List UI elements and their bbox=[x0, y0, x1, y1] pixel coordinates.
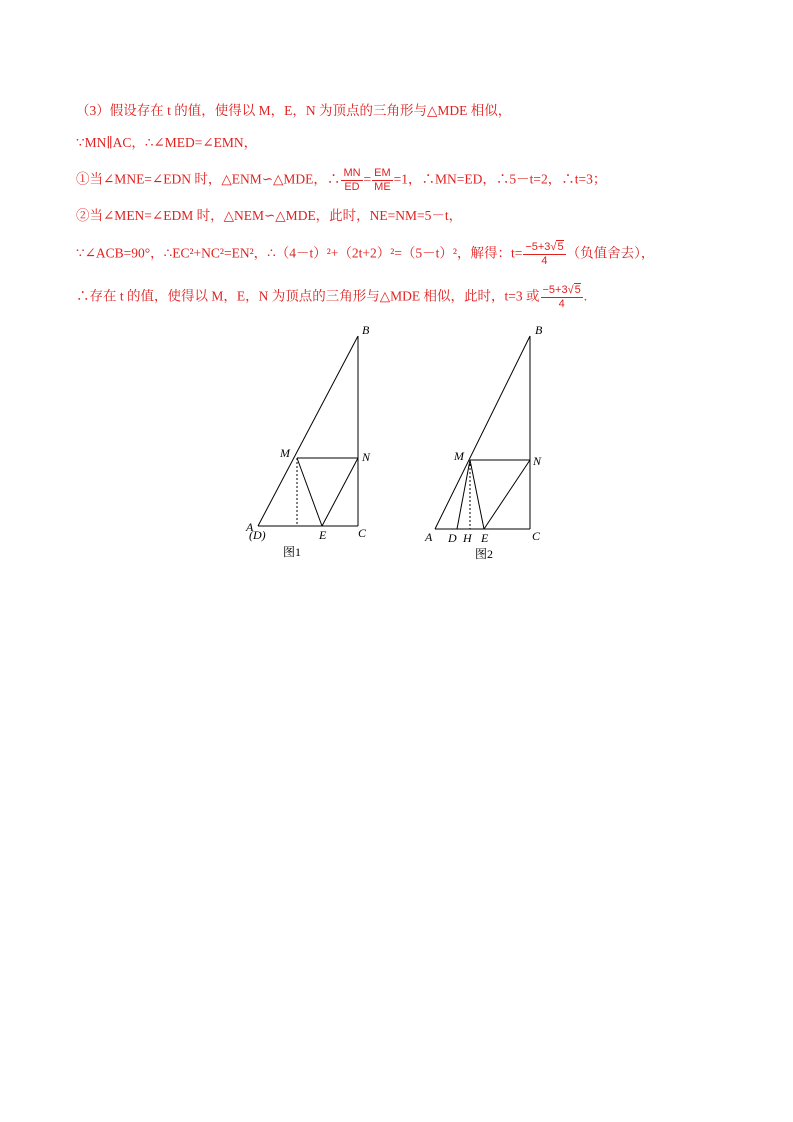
segment-me bbox=[470, 460, 484, 529]
figure-1-caption: 图1 bbox=[283, 545, 302, 559]
label-e: E bbox=[481, 531, 489, 545]
label-c: C bbox=[532, 529, 541, 543]
label-n: N bbox=[362, 450, 371, 464]
solution-line-2: ∵MN∥AC，∴∠MED=∠EMN， bbox=[76, 135, 258, 150]
fraction-numerator: −5+3√5 bbox=[542, 284, 581, 296]
fraction-numerator: −5+3√5 bbox=[525, 241, 564, 253]
label-e: E bbox=[319, 528, 327, 542]
fraction-t-value bbox=[523, 241, 565, 268]
numerator-text: −5+3 bbox=[542, 284, 568, 296]
line-3-text-a: ①当∠MNE=∠EDN 时，△ENM∽△MDE，∴ bbox=[76, 171, 341, 187]
radicand: 5 bbox=[557, 241, 564, 253]
fraction-denominator: 4 bbox=[558, 298, 565, 310]
label-d: (D) bbox=[249, 528, 266, 542]
figure-2-caption: 图2 bbox=[475, 547, 494, 561]
fraction-t-value bbox=[541, 284, 583, 311]
fraction-denominator: ED bbox=[344, 181, 360, 193]
segment-en bbox=[484, 460, 530, 529]
segment-en bbox=[322, 458, 358, 526]
solution-line-1: （3）假设存在 t 的值，使得以 M，E，N 为顶点的三角形与△MDE 相似， bbox=[76, 103, 512, 118]
line-5-text-b: （负值舍去）， bbox=[566, 245, 655, 261]
label-d: D bbox=[448, 531, 457, 545]
label-m: M bbox=[454, 449, 464, 463]
segment-ab bbox=[258, 336, 358, 526]
figure-1 bbox=[240, 320, 400, 570]
label-h: H bbox=[463, 531, 472, 545]
label-a: A bbox=[425, 530, 433, 544]
solution-line-3 bbox=[76, 167, 606, 194]
label-c: C bbox=[358, 526, 367, 540]
segment-ab bbox=[435, 336, 530, 529]
fraction-numerator: EM bbox=[374, 167, 391, 179]
fraction-denominator: 4 bbox=[541, 255, 548, 267]
label-m: M bbox=[280, 446, 290, 460]
label-b: B bbox=[535, 323, 543, 337]
numerator-text: −5+3 bbox=[525, 241, 551, 253]
fraction-mn-over-ed bbox=[341, 167, 362, 194]
solution-line-4: ②当∠MEN=∠EDM 时，△NEM∽△MDE，此时，NE=NM=5－t， bbox=[76, 208, 463, 223]
label-b: B bbox=[362, 323, 370, 337]
segment-me bbox=[297, 458, 322, 526]
line-3-equals: = bbox=[363, 171, 372, 187]
label-n: N bbox=[533, 454, 542, 468]
line-5-text-a: ∵∠ACB=90°，∴EC²+NC²=EN²，∴（4－t）²+（2t+2）²=（5－t）²，解得：t= bbox=[76, 245, 523, 261]
fraction-em-over-me bbox=[372, 167, 393, 194]
solution-line-6 bbox=[76, 284, 587, 311]
solution-line-5 bbox=[76, 241, 654, 268]
fraction-denominator: ME bbox=[374, 181, 391, 193]
fraction-numerator: MN bbox=[343, 167, 361, 179]
line-3-text-b: =1，∴MN=ED，∴5－t=2，∴t=3； bbox=[393, 171, 607, 187]
figure-2 bbox=[420, 320, 570, 570]
radicand: 5 bbox=[574, 284, 581, 296]
line-6-text-b: . bbox=[583, 288, 588, 304]
line-6-text-a: ∴存在 t 的值，使得以 M，E，N 为顶点的三角形与△MDE 相似，此时，t=3 或 bbox=[76, 288, 540, 304]
label-a: A bbox=[246, 520, 254, 534]
